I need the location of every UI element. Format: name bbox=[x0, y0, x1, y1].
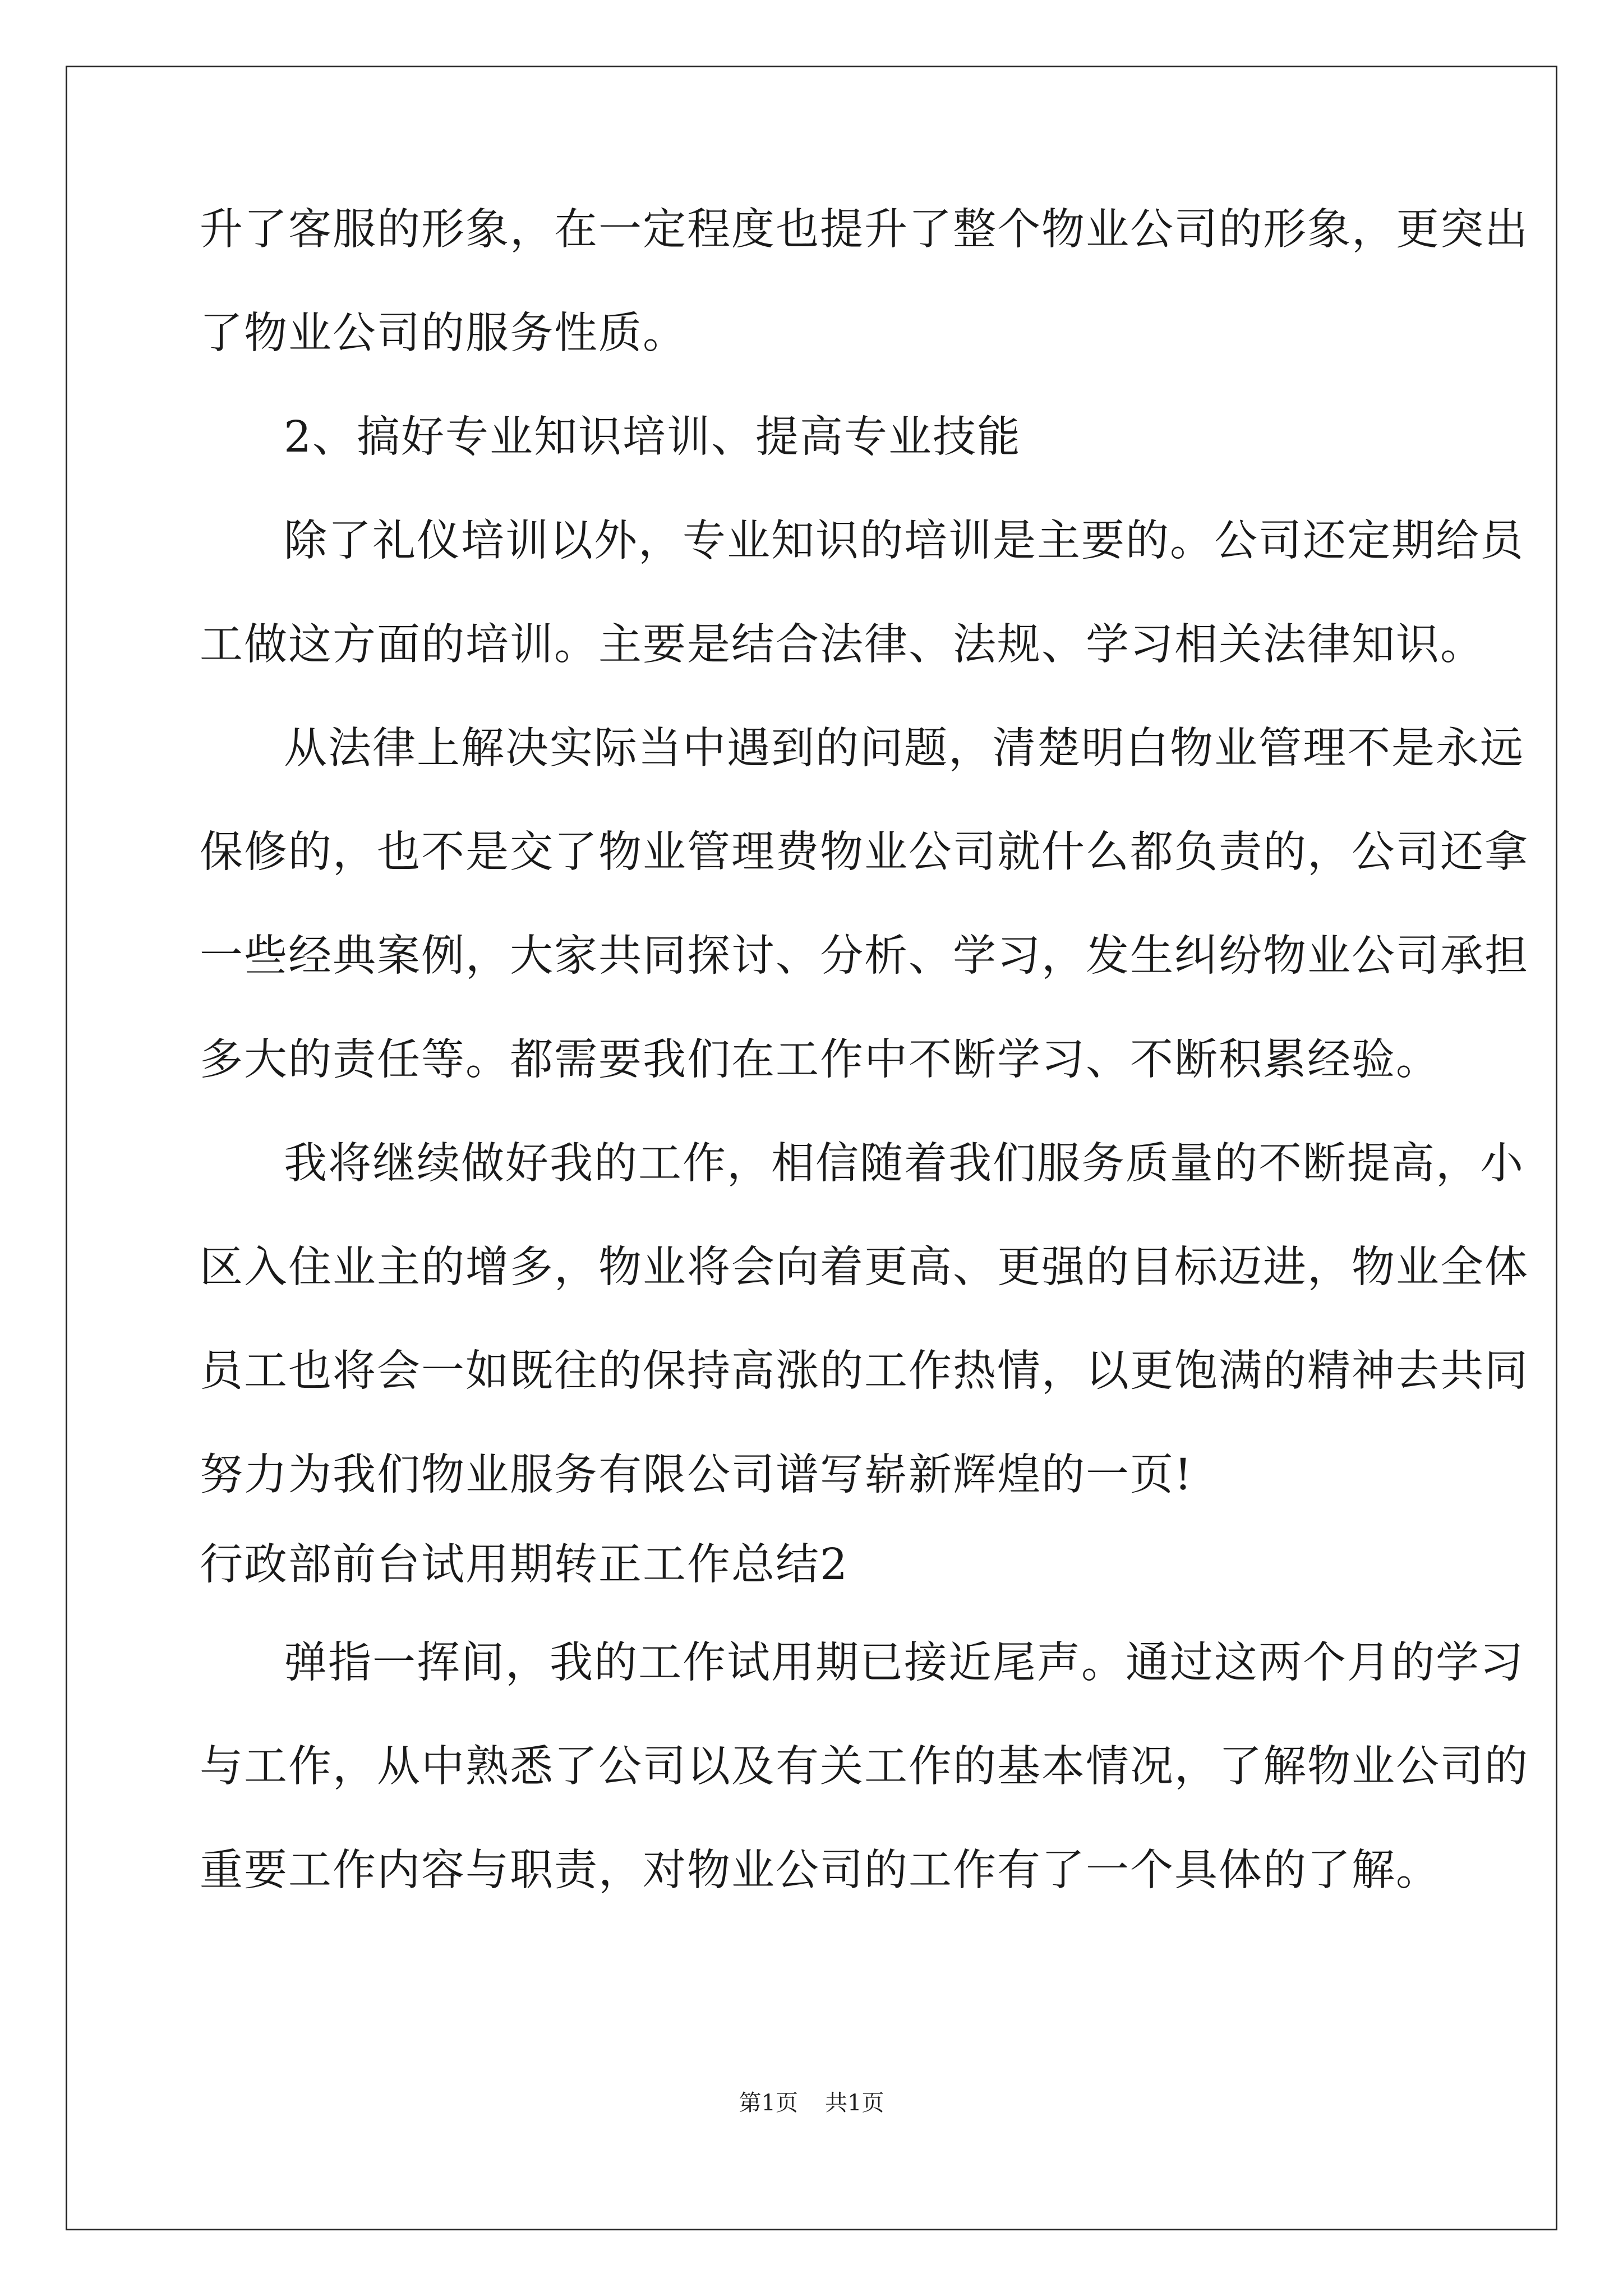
section-heading: 2、搞好专业知识培训、提高专业技能 bbox=[284, 412, 1021, 462]
text-line: 多大的责任等。都需要我们在工作中不断学习、不断积累经验。 bbox=[200, 1035, 1440, 1085]
text-line: 保修的，也不是交了物业管理费物业公司就什么都负责的，公司还拿 bbox=[200, 827, 1529, 877]
text-line: 员工也将会一如既往的保持高涨的工作热情，以更饱满的精神去共同 bbox=[200, 1346, 1529, 1396]
text-line: 升了客服的形象，在一定程度也提升了整个物业公司的形象，更突出 bbox=[200, 205, 1529, 255]
page-number: 第1页 bbox=[739, 2090, 798, 2116]
page-total: 共1页 bbox=[825, 2090, 884, 2116]
text-line: 除了礼仪培训以外，专业知识的培训是主要的。公司还定期给员 bbox=[284, 516, 1524, 566]
text-line: 与工作，从中熟悉了公司以及有关工作的基本情况，了解物业公司的 bbox=[200, 1742, 1529, 1792]
text-line: 重要工作内容与职责，对物业公司的工作有了一个具体的了解。 bbox=[200, 1846, 1440, 1895]
text-line: 一些经典案例，大家共同探讨、分析、学习，发生纠纷物业公司承担 bbox=[200, 931, 1529, 981]
text-line: 我将继续做好我的工作，相信随着我们服务质量的不断提高，小 bbox=[284, 1139, 1524, 1189]
text-line: 弹指一挥间，我的工作试用期已接近尾声。通过这两个月的学习 bbox=[284, 1638, 1524, 1688]
text-line: 努力为我们物业服务有限公司谱写崭新辉煌的一页! bbox=[200, 1450, 1193, 1500]
text-line: 了物业公司的服务性质。 bbox=[200, 309, 687, 358]
text-line: 区入住业主的增多，物业将会向着更高、更强的目标迈进，物业全体 bbox=[200, 1243, 1529, 1292]
document-subtitle: 行政部前台试用期转正工作总结2 bbox=[200, 1540, 849, 1590]
text-line: 工做这方面的培训。主要是结合法律、法规、学习相关法律知识。 bbox=[200, 620, 1484, 670]
text-line: 从法律上解决实际当中遇到的问题，清楚明白物业管理不是永远 bbox=[284, 724, 1524, 774]
page-footer bbox=[0, 2089, 1623, 2117]
